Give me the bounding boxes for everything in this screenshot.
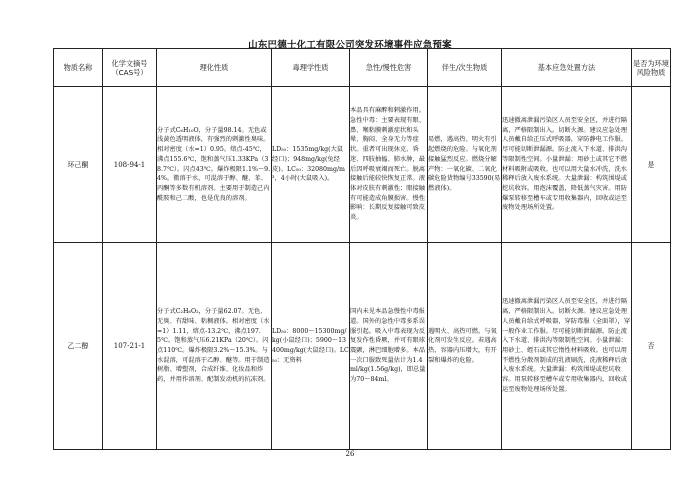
header-acute-chronic-hazard: 急性/慢性危害: [350, 49, 428, 87]
cas-number: 107-21-1: [103, 243, 157, 450]
secondary-substances: 遇明火、高热可燃。与氧化剂可发生反应。若遇高热，容器内压增大，有开裂和爆炸的危险。: [428, 243, 502, 450]
emergency-method: 迅速撤离泄漏污染区人员至安全区，并进行隔离，严格限制出入。切断火源。建议应急处理人员戴自给正压式呼吸器，穿防静电工作服。尽可能切断泄漏源。防止流入下水道、排洪沟等限制性空间。小量泄漏：用砂土或其它不燃材料吸附或吸收。也可以用大量水冲洗，洗水稀释后放入废水系统。大量泄漏：构筑围堤或挖坑收容。用泡沫覆盖，降低蒸气灾害。用防爆泵转移至槽车或专用收集器内，回收或运至废物处理场所处置。: [502, 87, 632, 243]
is-risk-substance: 否: [632, 243, 671, 450]
emergency-method: 迅速撤离泄漏污染区人员至安全区，并进行隔离，严格限制出入。切断火源。建议应急处理人员戴自给式呼吸器，穿防毒服（全面罩），穿一般作业工作服。尽可能切断泄漏源。防止流入下水道、排洪沟等限制性空间。小量泄漏：用砂土、蛭石或其它惰性材料吸收。也可以用不燃性分散剂制成的乳液刷洗，洗液稀释后放入废水系统。大量泄漏：构筑围堤或挖坑收容。用泵转移至槽车或专用收集器内，回收或运至废物处理场所处置。: [502, 243, 632, 450]
is-risk-substance: 是: [632, 87, 671, 243]
cas-number: 108-94-1: [103, 87, 157, 243]
toxicology: LD₅₀：8000～15300mg/kg(小鼠经口)；5900～13400mg/kg(大鼠经口)。LC₅₀：无资料: [272, 243, 350, 450]
header-is-risk-substance: 是否为环境风险物质: [632, 49, 671, 87]
table-row: [54, 87, 671, 243]
acute-chronic-hazard: 国内未见本品急慢性中毒报道。国外的急性中毒多系误服引起。吸入中毒表现为反复发作性昏厥，并可有眼球震颤，淋巴细胞增多。本品一次口服致死量估计为1.4ml/kg(1.56g/kg)，即总量为70～84ml。: [350, 243, 428, 450]
table-header-row: [54, 49, 671, 87]
header-cas-number: 化学文摘号（CAS号）: [103, 49, 157, 87]
hazard-substance-table: [53, 48, 671, 450]
toxicology: LD₅₀：1535mg/kg(大鼠经口)；948mg/kg(兔经皮)。LC₅₀：32080mg/m³，4小时(大鼠吸入)。: [272, 87, 350, 243]
physchem-properties: 分子式C₆H₁₀O，分子量98.14。无色或浅黄色透明液体，有强烈的刺激性臭味。相对密度（水=1）0.95。熔点-45℃，沸点155.6℃，饱和蒸气压1.33KPa（38.7℃）。闪点43℃。爆炸极限1.1%～9.4%。微溶于水，可混溶于醇、醚、苯、丙酮等多数有机溶剂。主要用于制造己内酰胺和己二酸，也是优良的溶剂。: [157, 87, 272, 243]
secondary-substances: 易燃，遇高热、明火有引起燃烧的危险。与氧化剂接触猛烈反应。燃烧分解产物：一氧化碳、二氧化碳危险货物编号33590(易燃液体)。: [428, 87, 502, 243]
header-emergency-method: 基本应急处置方法: [502, 49, 632, 87]
header-substance-name: 物质名称: [54, 49, 103, 87]
page-number: 26: [345, 450, 355, 458]
header-toxicology: 毒理学性质: [272, 49, 350, 87]
physchem-properties: 分子式C₂H₆O₂，分子量62.07。无色、无臭、有甜味、粘稠液体。相对密度（水=1）1.11，熔点-13.2℃，沸点197.5℃。饱和蒸气压6.21KPa（20℃）。闪点110℃。爆炸极限3.2%～15.3%。与水混溶，可混溶于乙醇、醚等。用于制造树脂、增塑剂，合成纤维、化妆品和炸药，并用作溶剂、配制发动机的抗冻剂。: [157, 243, 272, 450]
table-row: [54, 243, 671, 450]
page-title: 山东巴德士化工有限公司突发环境事件应急预案: [248, 40, 452, 51]
substance-name: 环己酮: [54, 87, 103, 243]
substance-name: 乙二醇: [54, 243, 103, 450]
header-secondary-substances: 伴生/次生物质: [428, 49, 502, 87]
acute-chronic-hazard: 本品具有麻醉和刺激作用。急性中毒：主要表现有眼、鼻、喉粘膜刺激症状和头晕、胸闷、全身无力等症状。重者可出现休克、昏迷、四肢抽搐、肺水肿，最后因呼吸衰竭而死亡。脱离接触后能较快恢复正常。液体对皮肤有刺激性；眼接触有可能造成角膜损害。慢性影响：长期反复接触可致皮炎。: [350, 87, 428, 243]
header-physchem-properties: 理化性质: [157, 49, 272, 87]
